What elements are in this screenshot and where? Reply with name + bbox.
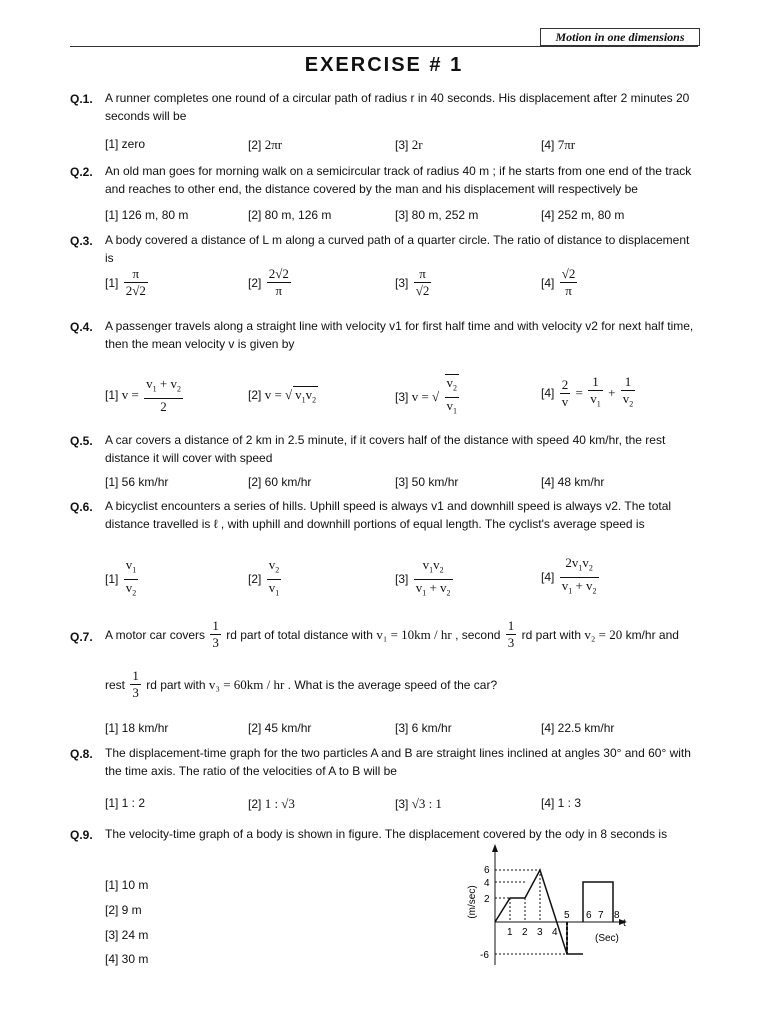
question-text: The displacement-time graph for the two particles A and B are straight lines inclined at angles 30° and 60° with the time axis. The ratio of the velocities of A to B will be — [105, 746, 691, 778]
option-1: [1] 18 km/hr — [105, 721, 169, 735]
question-number: Q.5. — [70, 434, 93, 448]
option-1: [1] $\frac{\pi}{2√2}$ — [105, 266, 146, 298]
question-number: Q.6. — [70, 500, 93, 514]
negative-segment — [567, 922, 583, 954]
option-3: [3] 24 m — [105, 928, 149, 942]
option-3: [3] 50 km/hr — [395, 475, 459, 489]
option-4: [4] 7πr — [541, 137, 576, 152]
option-3: [3] 80 m, 252 m — [395, 208, 479, 222]
option-2: [2] $\frac{v_2}{v_1}$ — [248, 557, 280, 598]
x-tick-4: 4 — [552, 927, 558, 938]
option-3: [3] v = √ $\frac{v_2}{v_1}$ — [395, 374, 461, 419]
y-tick-4: 4 — [484, 878, 490, 889]
option-4: [4] 48 km/hr — [541, 475, 605, 489]
option-1: [1] zero — [105, 137, 146, 151]
option-3: [3] 2r — [395, 137, 423, 152]
x-tick-3: 3 — [537, 927, 543, 938]
question-number: Q.3. — [70, 234, 93, 248]
velocity-curve — [495, 870, 567, 954]
question-text-continued: rest $\frac{1}{3}$ rd part with v₃ = 60km / hr . What is the average speed of the car? — [105, 668, 498, 700]
option-4: [4] 30 m — [105, 952, 149, 966]
x-tick-5: 5 — [564, 910, 570, 921]
y-tick-2: 2 — [484, 894, 490, 905]
option-2: [2] 80 m, 126 m — [248, 208, 332, 222]
question-number: Q.2. — [70, 165, 93, 179]
option-1: [1] v = $\frac{v_1 + v_2}{2}$ — [105, 376, 181, 414]
option-2: [2] 1 : √3 — [248, 796, 295, 811]
y-tick-neg6: -6 — [480, 950, 489, 961]
option-2: [2] 60 km/hr — [248, 475, 312, 489]
y-axis-label: (m/sec) — [467, 885, 478, 919]
question-number: Q.8. — [70, 747, 93, 761]
x-tick-1: 1 — [507, 927, 513, 938]
option-1: [1] 1 : 2 — [105, 796, 146, 810]
question-text: A runner completes one round of a circular path of radius r in 40 seconds. His displacement after 2 minutes 20 seconds will be — [105, 91, 690, 123]
option-3: [3] $\frac{v_1v_2}{v_1 + v_2}$ — [395, 557, 451, 598]
option-4: [4] $\frac{2v_1v_2}{v_1 + v_2}$ — [541, 555, 597, 596]
velocity-time-graph — [455, 840, 655, 970]
question-text: The velocity-time graph of a body is shown in figure. The displacement covered by the ody in 8 seconds is — [105, 827, 668, 841]
option-3: [3] $\frac{\pi}{√2}$ — [395, 266, 430, 298]
option-2: [2] 45 km/hr — [248, 721, 312, 735]
question-number: Q.7. — [70, 630, 93, 644]
option-1: [1] 10 m — [105, 878, 149, 892]
option-1: [1] 126 m, 80 m — [105, 208, 189, 222]
question-number: Q.1. — [70, 92, 93, 106]
x-tick-8: 8 — [614, 910, 620, 921]
option-3: [3] √3 : 1 — [395, 796, 442, 811]
topic-header: Motion in one dimensions — [540, 28, 700, 46]
y-axis-arrow — [492, 844, 498, 852]
option-4: [4] $\frac{√2}{\pi}$ — [541, 266, 576, 298]
question-number: Q.9. — [70, 828, 93, 842]
question-number: Q.4. — [70, 320, 93, 334]
x-tick-6: 6 — [586, 910, 592, 921]
t-label: t — [623, 918, 626, 929]
question-text: An old man goes for morning walk on a semicircular track of radius 40 m ; if he starts from one end of the track and reaches to other end, the distance covered by the man and his displacement will respectively be — [105, 164, 692, 196]
option-4: [4] 22.5 km/hr — [541, 721, 615, 735]
question-text: A body covered a distance of L m along a curved path of a quarter circle. The ratio of distance to displacement is — [105, 233, 690, 265]
option-4: [4] 1 : 3 — [541, 796, 582, 810]
option-4: [4] $\frac{2}{v}$ = $\frac{1}{v_1}$ + $\frac{1}{v_2}$ — [541, 374, 634, 409]
question-text: A motor car covers $\frac{1}{3}$ rd part of total distance with v₁ = 10km / hr , second $\frac{1}{3}$ rd part with v₂ = 20 km/hr and — [105, 618, 679, 650]
question-text: A bicyclist encounters a series of hills. Uphill speed is always v1 and downhill speed is always v2. The total distance travelled is ℓ , with uphill and downhill portions of equal length. The cyclist's average speed is — [105, 499, 672, 531]
option-2: [2] 2πr — [248, 137, 283, 152]
option-2: [2] 9 m — [105, 903, 142, 917]
option-1: [1] 56 km/hr — [105, 475, 169, 489]
option-2: [2] v = √ $v_1v_2$ — [248, 387, 317, 405]
option-1: [1] $\frac{v_1}{v_2}$ — [105, 557, 137, 598]
page-title: EXERCISE # 1 — [304, 54, 464, 76]
question-text: A passenger travels along a straight line with velocity v1 for first half time and with velocity v2 for next half time, then the mean velocity v is given by — [105, 319, 694, 351]
x-tick-7: 7 — [598, 910, 604, 921]
option-4: [4] 252 m, 80 m — [541, 208, 625, 222]
x-axis-label: (Sec) — [595, 933, 619, 944]
question-text: A car covers a distance of 2 km in 2.5 minute, if it covers half of the distance with speed 40 km/hr, the rest distance it will cover with speed — [105, 433, 666, 465]
header-divider — [70, 46, 698, 47]
y-tick-6: 6 — [484, 865, 490, 876]
x-tick-2: 2 — [522, 927, 528, 938]
option-3: [3] 6 km/hr — [395, 721, 452, 735]
option-2: [2] $\frac{2√2}{\pi}$ — [248, 266, 289, 298]
